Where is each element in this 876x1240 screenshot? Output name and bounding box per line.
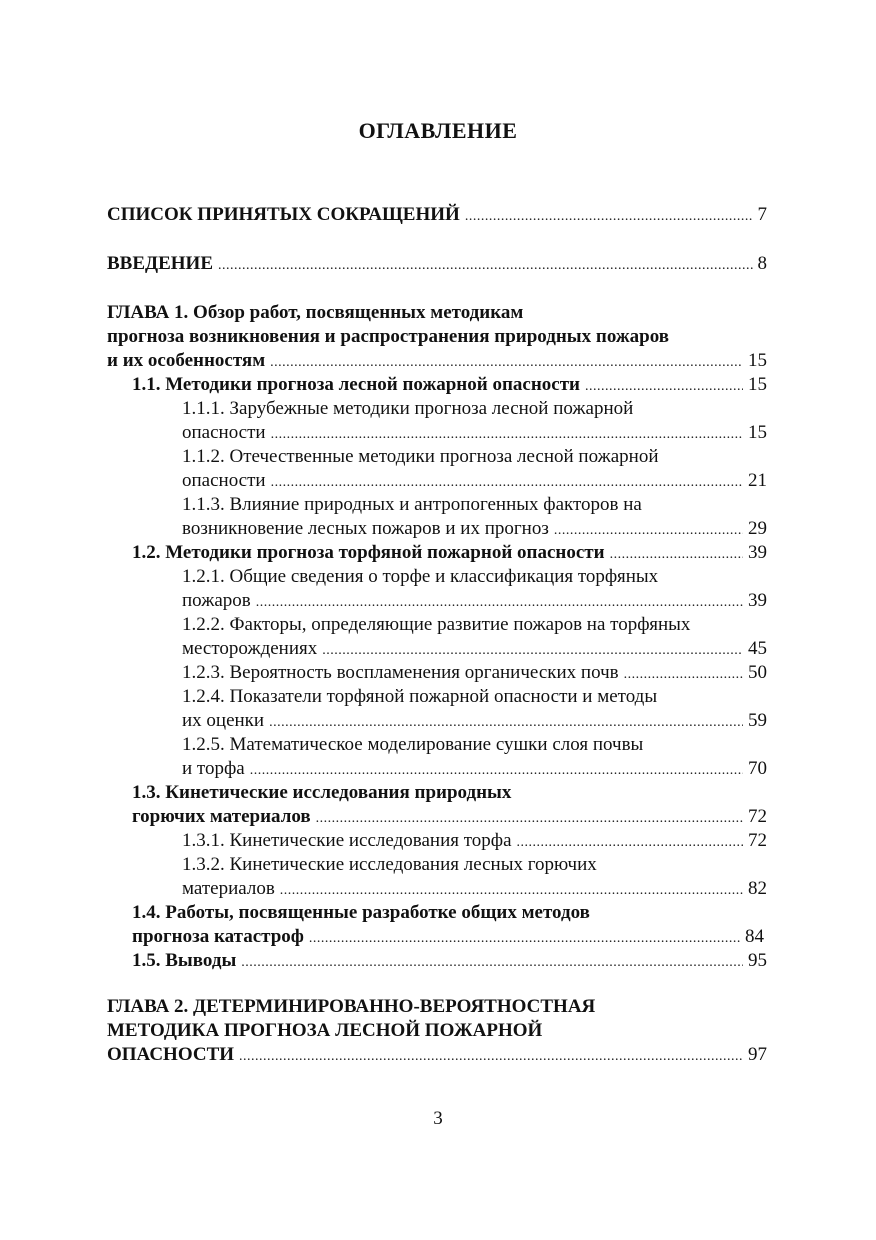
toc-entry-title: ОПАСНОСТИ [107,1044,235,1065]
toc-1-4-line1: 1.4. Работы, посвященные разработке общих методов [132,902,590,923]
toc-entry-page: 8 [757,253,767,274]
toc-1-2-1-line1: 1.2.1. Общие сведения о торфе и классификация торфяных [182,566,659,587]
toc-1-3-2-line1: 1.3.2. Кинетические исследования лесных горючих [182,854,597,875]
toc-entry-1-2-4[interactable] [182,709,767,735]
toc-entry-title: 1.2.3. Вероятность воспламенения органических почв [182,662,619,683]
leader-dots [554,519,743,543]
toc-entry-title: СПИСОК ПРИНЯТЫХ СОКРАЩЕНИЙ [107,204,460,225]
toc-entry-title: 1.2. Методики прогноза торфяной пожарной опасности [132,542,605,563]
leader-dots [218,254,753,278]
toc-entry-1-1-2[interactable] [182,469,767,495]
toc-1-1-1-line1: 1.1.1. Зарубежные методики прогноза лесной пожарной [182,398,634,419]
toc-entry-1-2-3[interactable] [182,661,767,687]
toc-entry-title: опасности [182,422,266,443]
toc-entry-page: 15 [748,374,767,395]
leader-dots [239,1045,743,1069]
toc-1-1-2-line1: 1.1.2. Отечественные методики прогноза лесной пожарной [182,446,659,467]
toc-chapter2-line2: МЕТОДИКА ПРОГНОЗА ЛЕСНОЙ ПОЖАРНОЙ [107,1020,543,1041]
leader-dots [241,951,743,975]
page-title: ОГЛАВЛЕНИЕ [358,118,518,143]
leader-dots [465,205,753,229]
toc-entry-page: 82 [748,878,767,899]
toc-entry-page: 59 [748,710,767,731]
toc-entry-title: и их особенностям [107,350,266,371]
toc-entry-chapter2[interactable] [107,1043,767,1069]
leader-dots [271,471,743,495]
toc-entry-page: 15 [748,350,767,371]
toc-entry-1-3-2[interactable] [182,877,767,903]
toc-1-3-line1: 1.3. Кинетические исследования природных [132,782,512,803]
toc-entry-1-3-1[interactable] [182,829,767,855]
toc-entry-title: возникновение лесных пожаров и их прогноз [182,518,549,539]
toc-entry-title: месторождениях [182,638,318,659]
leader-dots [250,759,743,783]
toc-entry-1-2-2[interactable] [182,637,767,663]
toc-entry-1-2-5[interactable] [182,757,767,783]
toc-entry-page: 15 [748,422,767,443]
toc-entry-title: прогноза катастроф [132,926,304,947]
toc-entry-page: 72 [748,806,767,827]
toc-entry-1-1[interactable] [132,373,767,399]
toc-entry-1-2[interactable] [132,541,767,567]
toc-entry-title: 1.1. Методики прогноза лесной пожарной опасности [132,374,580,395]
toc-entry-1-1-3[interactable] [182,517,767,543]
toc-chapter1-line2: прогноза возникновения и распространения природных пожаров [107,326,669,347]
leader-dots [517,831,743,855]
page-number: 3 [433,1108,443,1129]
toc-chapter1-line1: ГЛАВА 1. Обзор работ, посвященных методикам [107,302,524,323]
toc-entry-title: 1.3.1. Кинетические исследования торфа [182,830,512,851]
leader-dots [280,879,743,903]
toc-entry-page: 84 [745,926,764,947]
toc-entry-abbreviations[interactable] [107,203,767,229]
toc-entry-page: 95 [748,950,767,971]
toc-entry-page: 45 [748,638,767,659]
toc-entry-title: горючих материалов [132,806,311,827]
toc-entry-page: 39 [748,542,767,563]
toc-entry-page: 21 [748,470,767,491]
toc-entry-page: 7 [757,204,767,225]
toc-entry-title: пожаров [182,590,251,611]
toc-entry-page: 72 [748,830,767,851]
toc-entry-1-3[interactable] [132,805,767,831]
toc-entry-title: ВВЕДЕНИЕ [107,253,213,274]
leader-dots [271,423,743,447]
toc-1-2-2-line1: 1.2.2. Факторы, определяющие развитие пожаров на торфяных [182,614,691,635]
toc-entry-introduction[interactable] [107,252,767,278]
toc-entry-page: 97 [748,1044,767,1065]
leader-dots [610,543,743,567]
toc-entry-title: и торфа [182,758,245,779]
toc-entry-title: опасности [182,470,266,491]
toc-entry-page: 29 [748,518,767,539]
leader-dots [624,663,743,687]
toc-entry-1-5[interactable] [132,949,767,975]
leader-dots [309,927,740,951]
toc-entry-page: 70 [748,758,767,779]
toc-entry-page: 50 [748,662,767,683]
toc-1-2-4-line1: 1.2.4. Показатели торфяной пожарной опасности и методы [182,686,658,707]
toc-chapter2-line1: ГЛАВА 2. ДЕТЕРМИНИРОВАННО-ВЕРОЯТНОСТНАЯ [107,996,596,1017]
leader-dots [269,711,743,735]
toc-entry-title: их оценки [182,710,265,731]
toc-entry-chapter1[interactable] [107,349,767,375]
toc-entry-1-1-1[interactable] [182,421,767,447]
leader-dots [270,351,743,375]
leader-dots [585,375,743,399]
leader-dots [316,807,743,831]
toc-entry-1-2-1[interactable] [182,589,767,615]
toc-entry-page: 39 [748,590,767,611]
toc-entry-title: 1.5. Выводы [132,950,237,971]
leader-dots [322,639,743,663]
leader-dots [256,591,743,615]
toc-entry-title: материалов [182,878,275,899]
toc-entry-1-4[interactable] [132,925,764,951]
toc-1-2-5-line1: 1.2.5. Математическое моделирование сушки слоя почвы [182,734,644,755]
toc-1-1-3-line1: 1.1.3. Влияние природных и антропогенных факторов на [182,494,642,515]
